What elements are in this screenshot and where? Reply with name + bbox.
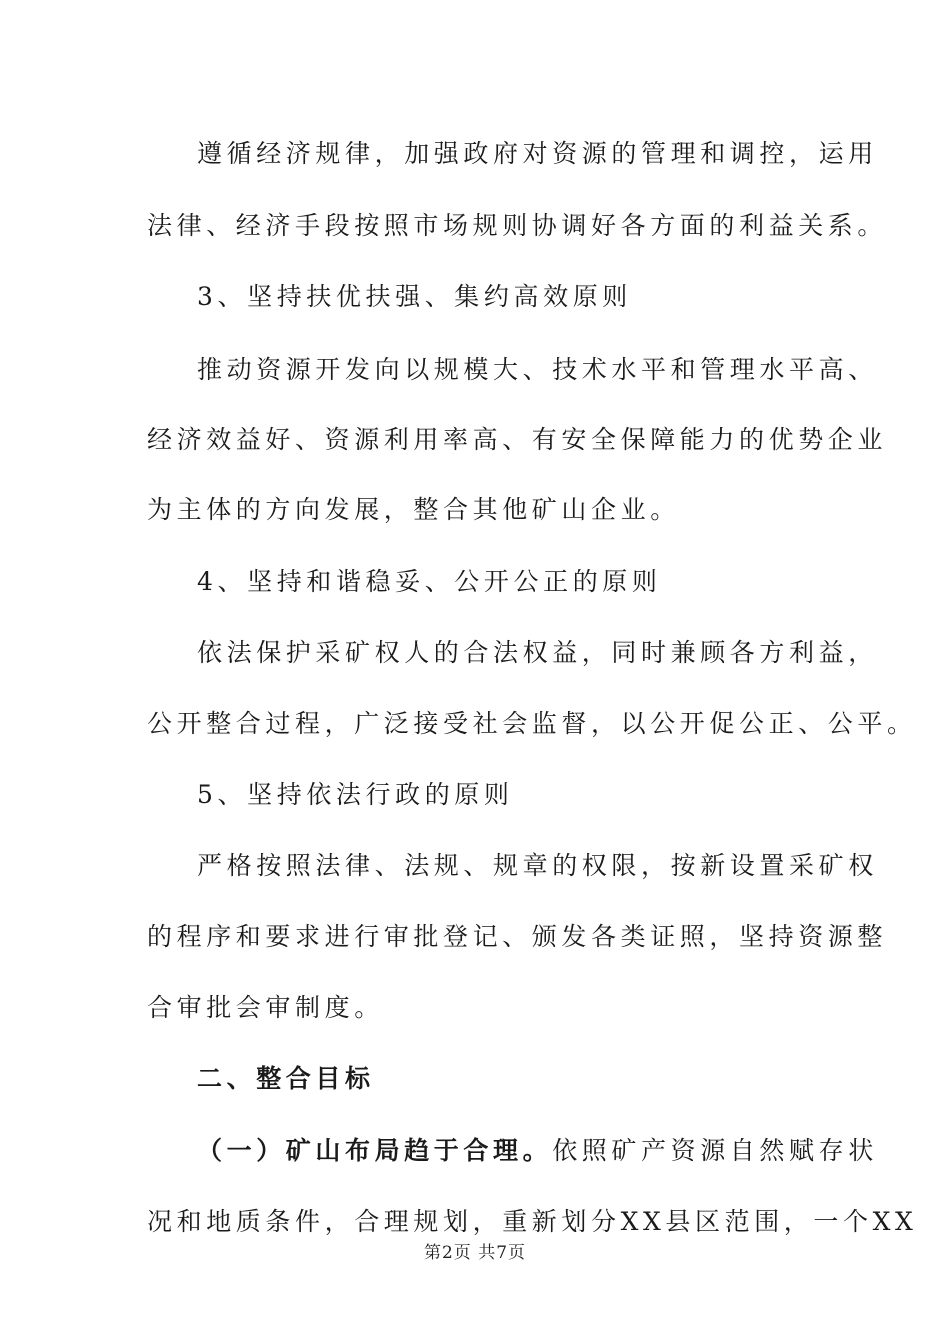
paragraph-line: 推动资源开发向以规模大、技术水平和管理水平高、: [197, 355, 878, 384]
paragraph-line: 法律、经济手段按照市场规则协调好各方面的利益关系。: [147, 211, 888, 240]
paragraph-line: 合审批会审制度。: [147, 993, 384, 1022]
paragraph-line: 依法保护采矿权人的合法权益，同时兼顾各方利益，: [197, 638, 878, 667]
paragraph-line: 况和地质条件，合理规划，重新划分XX县区范围，一个XX: [147, 1207, 918, 1236]
bold-lead-text: （一）矿山布局趋于合理。: [197, 1136, 553, 1165]
paragraph-line: 的程序和要求进行审批登记、颁发各类证照，坚持资源整: [147, 922, 888, 951]
paragraph-text: 依照矿产资源自然赋存状: [552, 1136, 878, 1165]
page-number-footer: 第2页 共7页: [423, 1243, 527, 1263]
paragraph-line: 公开整合过程，广泛接受社会监督，以公开促公正、公平。: [147, 709, 917, 738]
paragraph-line: [197, 1135, 878, 1167]
paragraph-line: 为主体的方向发展，整合其他矿山企业。: [147, 495, 680, 524]
section-heading-3: 3、坚持扶优扶强、集约高效原则: [197, 282, 632, 311]
section-heading-4: 4、坚持和谐稳妥、公开公正的原则: [197, 567, 662, 596]
paragraph-line: 经济效益好、资源利用率高、有安全保障能力的优势企业: [147, 425, 888, 454]
paragraph-line: 严格按照法律、法规、规章的权限，按新设置采矿权: [197, 851, 878, 880]
chapter-heading: 二、整合目标: [197, 1064, 375, 1093]
paragraph-line: 遵循经济规律，加强政府对资源的管理和调控，运用: [197, 139, 878, 168]
section-heading-5: 5、坚持依法行政的原则: [197, 780, 514, 809]
